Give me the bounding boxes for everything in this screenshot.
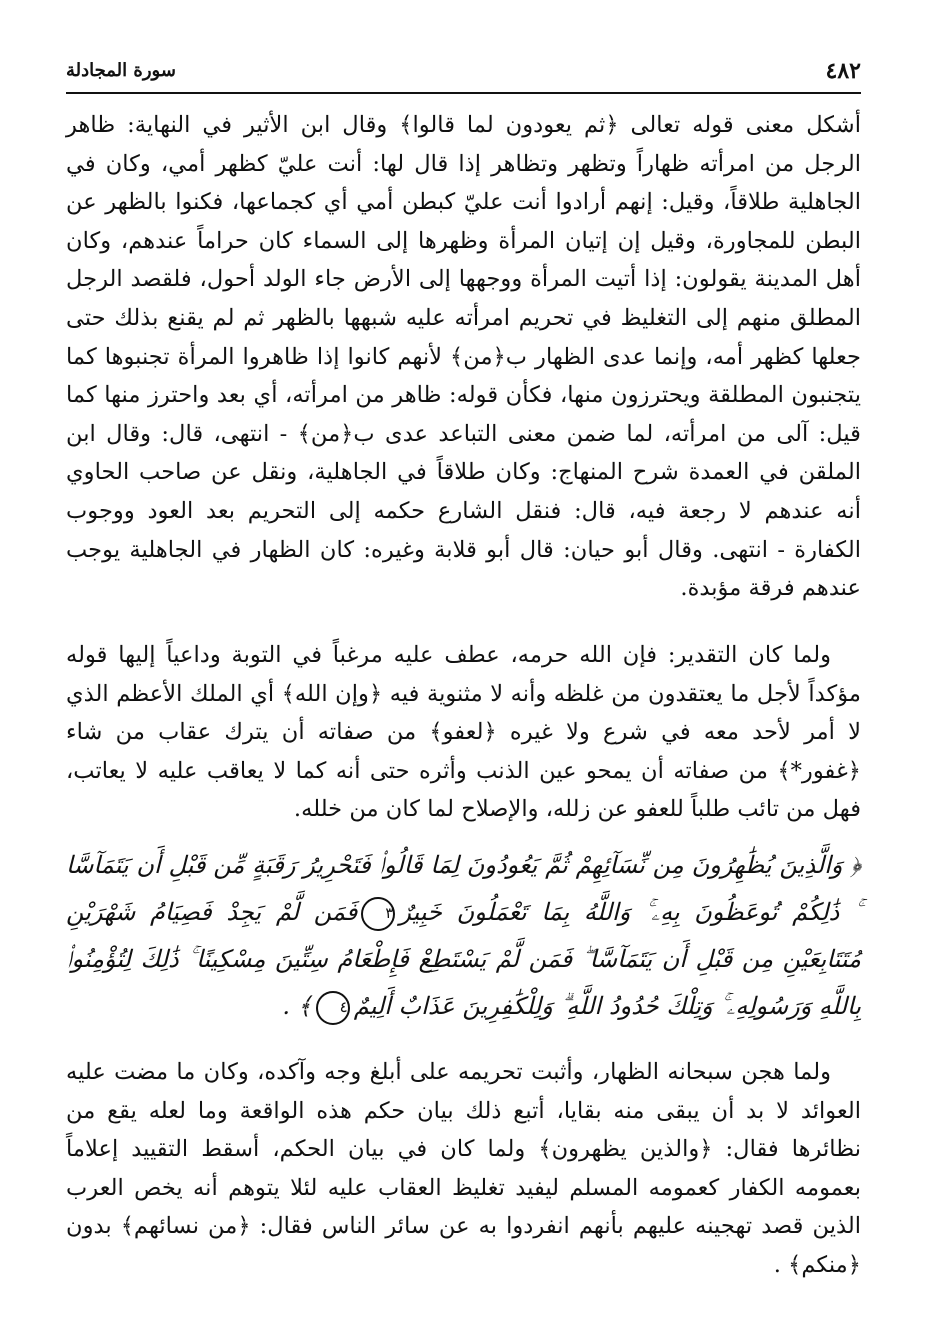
quran-verse-block xyxy=(66,842,861,1030)
verse-number-marker-icon: ٤ xyxy=(316,991,350,1025)
paragraph-2: ولما كان التقدير: فإن الله حرمه، عطف عليه مرغباً في التوبة وداعياً إليها قوله مؤكداً لأجل ما يعتقدون من غلظه وأنه لا مثنوية فيه ﴿وإن الله﴾ أي الملك الأعظم الذي لا أمر لأحد معه في شرع ولا غيره ﴿لعفو﴾ من صفاته أن يترك عقاب من شاء ﴿غفور*﴾ من صفاته أن يمحو عين الذنب وأثره حتى أنه كما لا يعاقب عليه لا يعاتب، فهل من تائب طلباً للعفو عن زلله، والإصلاح لما كان من خلله. xyxy=(66,642,861,823)
verse-closing-bracket: ﴾ . xyxy=(282,992,312,1020)
page-header xyxy=(66,52,861,94)
verse-text-2: فَمَن لَّمْ يَجِدْ فَصِيَامُ شَهْرَيْنِ مُتَتَابِعَيْنِ مِن قَبْلِ أَن يَتَمَآسَّا ۖ فَمَن لَّمْ يَسْتَطِعْ فَإِطْعَامُ سِتِّينَ مِسْكِينًا ۚ ذَٰلِكَ لِتُؤْمِنُوا۟ بِاللَّهِ وَرَسُولِهِۦ ۚ وَتِلْكَ حُدُودُ اللَّهِ ۗ وَلِلْكَٰفِرِينَ عَذَابٌ أَلِيمٌ xyxy=(66,898,861,1020)
paragraph-1: أشكل معنى قوله تعالى ﴿ثم يعودون لما قالوا﴾ وقال ابن الأثير في النهاية: ظاهر الرجل من امرأته ظهاراً وتظهر وتظاهر إذا قال لها: أنت عليّ كظهر أمي، وكان في الجاهلية طلاقاً، وقيل: إنهم أرادوا أنت عليّ كبطن أمي أي كجماعها، فكنوا بالظهر عن البطن للمجاورة، وقيل إن إتيان المرأة وظهرها إلى السماء كان حراماً عندهم، وكان أهل المدينة يقولون: إذا أتيت المرأة ووجهها إلى الأرض جاء الولد أحول، فلقصد الرجل المطلق منهم إلى التغليظ في تحريم امرأته عليه شبهها بالظهر ثم لم يقنع بذلك حتى جعلها كظهر أمه، وإنما عدى الظهار ب﴿من﴾ لأنهم كانوا إذا ظاهروا المرأة تجنبوها كما يتجنبون المطلقة ويحترزون منها، فكأن قوله: ظاهر من امرأته، أي بعد واحترز منها كما قيل: آلى من امرأته، لما ضمن معنى التباعد عدى ب﴿من﴾ - انتهى، قال: وقال ابن الملقن في العمدة شرح المنهاج: وكان طلاقاً في الجاهلية، ونقل عن صاحب الحاوي أنه عندهم لا رجعة فيه، قال: فنقل الشارع حكمه إلى التحريم بعد العود ووجوب الكفارة - انتهى. وقال أبو حيان: قال أبو قلابة وغيره: كان الظهار في الجاهلية يوجب عندهم فرقة مؤبدة. xyxy=(66,112,861,602)
verse-number-marker-icon: ٣ xyxy=(361,897,395,931)
running-title: سورة المجادلة xyxy=(66,60,176,81)
page-number: ٤٨٢ xyxy=(825,58,861,84)
verse-text-1: ﴿ وَالَّذِينَ يُظَٰهِرُونَ مِن نِّسَآئِهِمْ ثُمَّ يَعُودُونَ لِمَا قَالُوا۟ فَتَحْرِيرُ رَقَبَةٍ مِّن قَبْلِ أَن يَتَمَآسَّا ۚ ذَٰلِكُمْ تُوعَظُونَ بِهِۦ ۚ وَاللَّهُ بِمَا تَعْمَلُونَ خَبِيرٌ xyxy=(66,851,861,926)
paragraph-3: ولما هجن سبحانه الظهار، وأثبت تحريمه على أبلغ وجه وآكده، وكان ما مضت عليه العوائد لا بد أن يبقى منه بقايا، أتبع ذلك بيان حكم هذه الواقعة وما لعله يقع من نظائرها فقال: ﴿والذين يظهرون﴾ ولما كان في بيان الحكم، أسقط التقييد إعلاماً بعمومه الكفار كعمومه المسلم ليفيد تغليظ العقاب عليه لئلا يتوهم أنه يخص العرب الذين قصد تهجينه عليهم بأنهم انفردوا به عن سائر الناس فقال: ﴿من نسائهم﴾ بدون ﴿منكم﴾ . xyxy=(66,1059,861,1278)
